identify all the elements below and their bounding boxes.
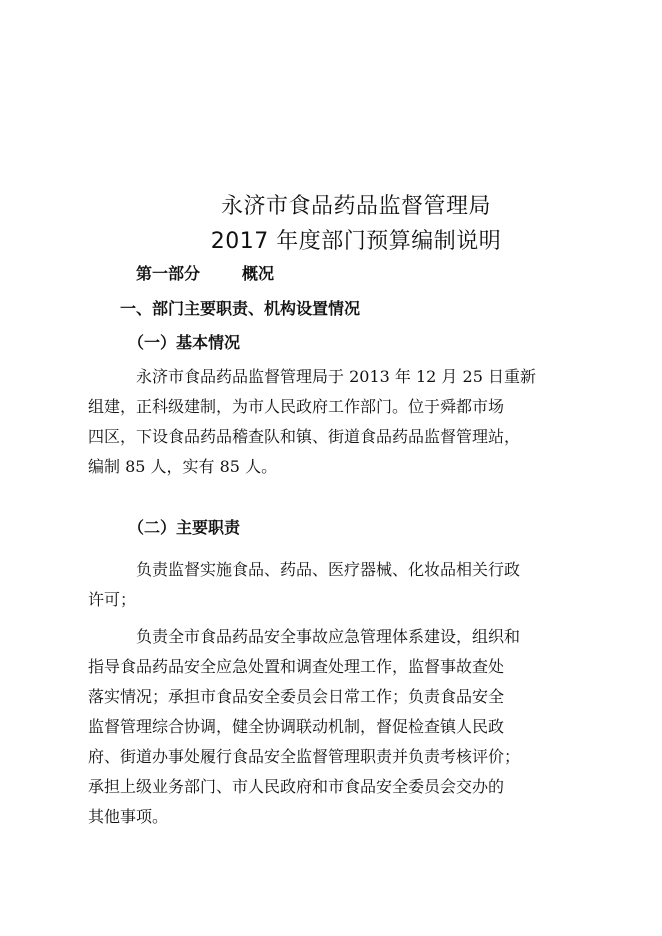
basic-info-heading: （一）基本情况 [128, 333, 241, 352]
duties-paragraph-1 [88, 555, 566, 615]
part-heading [136, 261, 274, 284]
paragraph-line: 许可； [88, 590, 137, 609]
paragraph-line: 监督管理综合协调，健全协调联动机制，督促检查镇人民政 [88, 717, 505, 736]
paragraph-line: 府、街道办事处履行食品安全监督管理职责并负责考核评价； [88, 747, 521, 766]
paragraph-line: 落实情况；承担市食品安全委员会日常工作；负责食品安全 [88, 687, 505, 706]
part-label: 第一部分 [136, 264, 201, 283]
document-title-line-1: 永济市食品药品监督管理局 [220, 194, 491, 219]
basic-info-paragraph [88, 362, 566, 482]
paragraph-line: 四区，下设食品药品稽查队和镇、街道食品药品监督管理站， [88, 427, 521, 446]
paragraph-line: 指导食品药品安全应急处置和调查处理工作，监督事故查处 [88, 657, 505, 676]
paragraph-line: 编制 85 人，实有 85 人。 [88, 457, 278, 476]
part-name: 概况 [242, 264, 275, 283]
duties-heading: （二）主要职责 [128, 518, 241, 537]
paragraph-line: 负责全市食品药品安全事故应急管理体系建设，组织和 [136, 627, 521, 646]
section-heading: 一、部门主要职责、机构设置情况 [120, 299, 361, 318]
paragraph-line: 组建，正科级建制，为市人民政府工作部门。位于舜都市场 [88, 397, 505, 416]
duties-paragraph-2 [88, 622, 566, 832]
paragraph-line: 负责监督实施食品、药品、医疗器械、化妆品相关行政 [136, 560, 521, 579]
paragraph-line: 其他事项。 [88, 807, 169, 826]
paragraph-line: 承担上级业务部门、市人民政府和市食品安全委员会交办的 [88, 777, 505, 796]
document-title-line-2: 2017 年度部门预算编制说明 [210, 229, 502, 254]
paragraph-line: 永济市食品药品监督管理局于 2013 年 12 月 25 日重新 [136, 367, 536, 386]
